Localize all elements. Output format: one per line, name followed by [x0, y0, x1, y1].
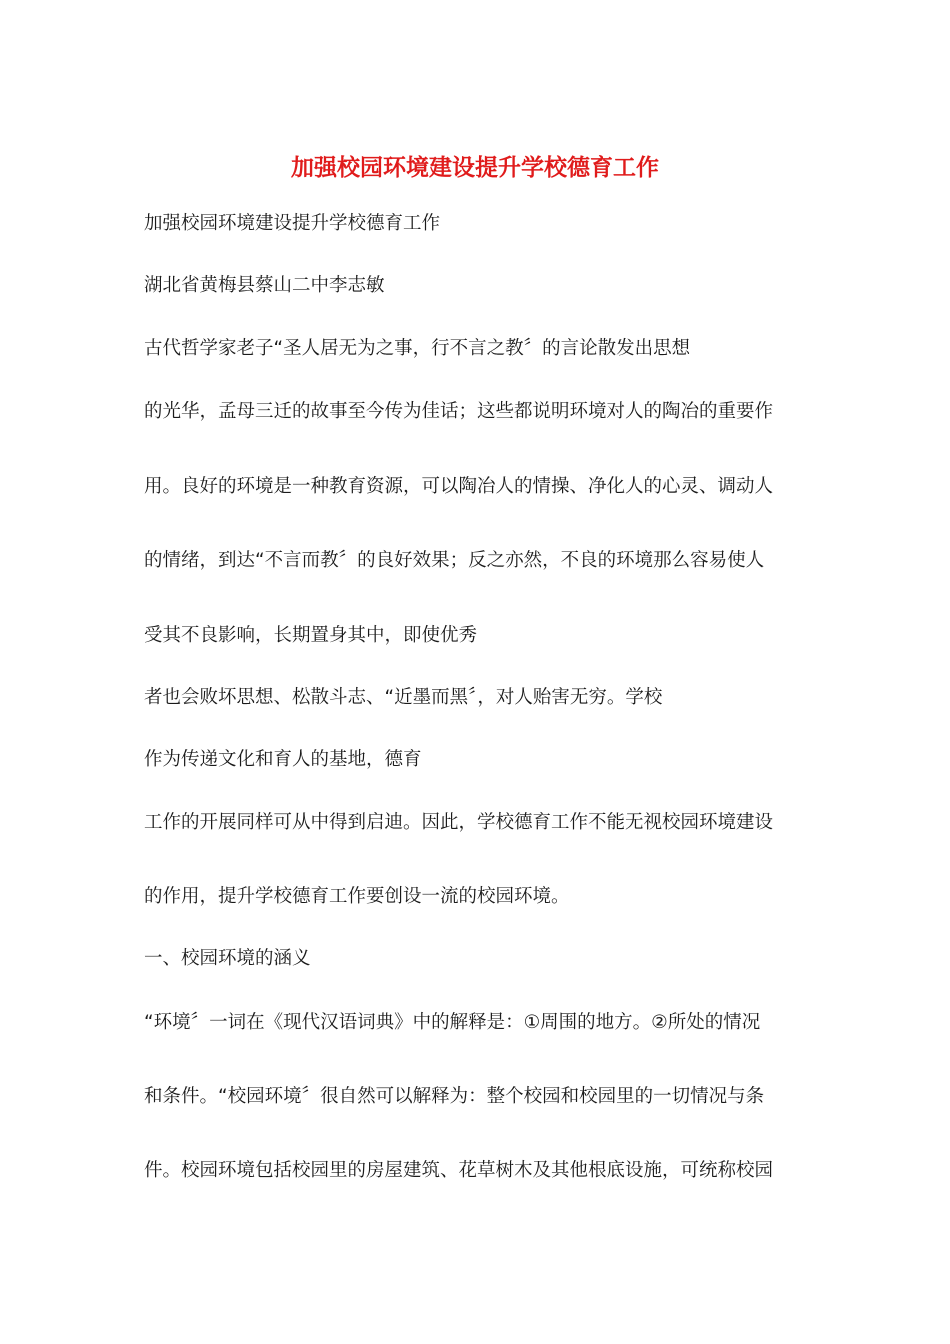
author-line: 湖北省黄梅县蔡山二中李志敏	[144, 275, 385, 296]
body-line: 受其不良影响，长期置身其中，即使优秀	[144, 625, 478, 646]
body-line: 古代哲学家老子“圣人居无为之事，行不言之教〞的言论散发出思想	[144, 338, 691, 359]
body-line: “环境〞一词在《现代汉语词典》中的解释是：①周围的地方。②所处的情况	[144, 1012, 761, 1033]
subtitle-line: 加强校园环境建设提升学校德育工作	[144, 213, 441, 234]
body-line: 者也会败坏思想、松散斗志、“近墨而黑〞，对人贻害无穷。学校	[144, 687, 663, 708]
body-line: 的光华，孟母三迁的故事至今传为佳话；这些都说明环境对人的陶冶的重要作	[144, 401, 774, 422]
body-line: 件。校园环境包括校园里的房屋建筑、花草树木及其他根底设施，可统称校园	[144, 1160, 774, 1181]
body-line: 作为传递文化和育人的基地，德育	[144, 749, 422, 770]
body-line: 的作用，提升学校德育工作要创设一流的校园环境。	[144, 886, 570, 907]
document-title: 加强校园环境建设提升学校德育工作	[291, 154, 659, 181]
body-line: 的情绪，到达“不言而教〞的良好效果；反之亦然，不良的环境那么容易使人	[144, 550, 765, 571]
body-line: 工作的开展同样可从中得到启迪。因此，学校德育工作不能无视校园环境建设	[144, 812, 774, 833]
body-line: 用。良好的环境是一种教育资源，可以陶冶人的情操、净化人的心灵、调动人	[144, 476, 774, 497]
section-heading: 一、校园环境的涵义	[144, 948, 311, 969]
body-line: 和条件。“校园环境〞很自然可以解释为：整个校园和校园里的一切情况与条	[144, 1086, 765, 1107]
